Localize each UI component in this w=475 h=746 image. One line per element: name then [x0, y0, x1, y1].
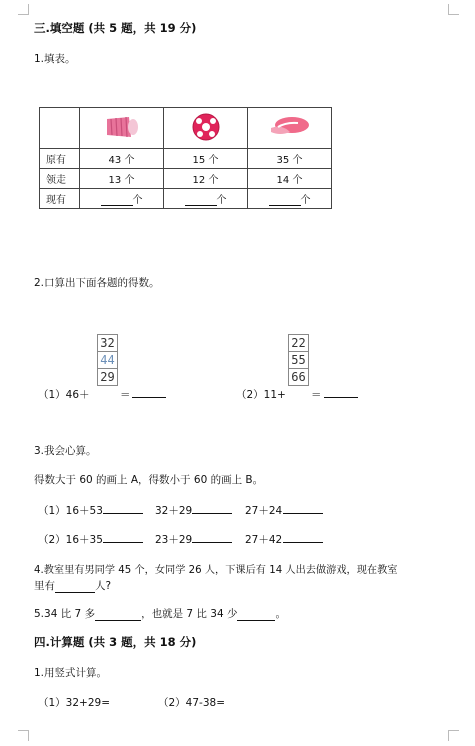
corner-mark — [448, 730, 459, 741]
q5-text: 。 — [275, 608, 286, 620]
calc-expression: （2）16＋35 — [38, 534, 103, 546]
answer-blank[interactable] — [132, 386, 166, 398]
corner-mark — [18, 730, 29, 741]
q4-text-line1: 4.教室里有男同学 45 个，女同学 26 人，下课后有 14 人出去做游戏，现在教室 — [34, 565, 398, 576]
answer-cell[interactable] — [164, 189, 248, 209]
answer-cell[interactable] — [80, 189, 164, 209]
unit-label: 个 — [132, 195, 143, 206]
answer-blank[interactable] — [95, 609, 141, 621]
answer-blank[interactable] — [192, 502, 232, 514]
option-value: 22 — [289, 335, 308, 352]
fill-table — [39, 107, 332, 209]
calc-item: （2）47-38= — [158, 697, 225, 709]
table-cell: 35 个 — [248, 149, 332, 169]
q2-title: 2.口算出下面各题的得数。 — [34, 277, 160, 289]
row-label: 原有 — [40, 149, 80, 169]
answer-blank[interactable] — [55, 581, 95, 593]
option-stack — [288, 334, 309, 386]
table-corner-cell — [40, 108, 80, 149]
calc-item: （1）32+29= — [38, 697, 110, 709]
equals-sign: ＝ — [120, 389, 131, 401]
q2-item1-prefix: （1）46＋ — [38, 389, 90, 401]
calc-expression: （1）16＋53 — [38, 505, 103, 517]
q4-text-line2 — [34, 578, 111, 593]
q3-title: 3.我会心算。 — [34, 445, 97, 457]
calc-expression: 27＋42 — [245, 534, 283, 546]
table-cell: 12 个 — [164, 169, 248, 189]
q2-item2-prefix: （2）11+ — [236, 389, 286, 401]
table-cell: 14 个 — [248, 169, 332, 189]
equals-sign: ＝ — [311, 389, 322, 401]
table-icon-cell — [80, 108, 164, 149]
answer-cell[interactable] — [248, 189, 332, 209]
option-value: 32 — [98, 335, 117, 352]
calc-expression: 23＋29 — [155, 534, 193, 546]
option-value: 66 — [291, 370, 306, 384]
soccer-ball-icon — [191, 112, 221, 142]
option-value: 29 — [100, 370, 115, 384]
table-cell: 15 个 — [164, 149, 248, 169]
table-cell: 13 个 — [80, 169, 164, 189]
corner-mark — [18, 4, 29, 15]
row-label: 现有 — [40, 189, 80, 209]
answer-blank[interactable] — [103, 502, 143, 514]
section4-heading: 四.计算题 (共 3 题，共 18 分) — [34, 635, 197, 649]
q1-title: 1.填表。 — [34, 53, 76, 65]
q5-text: ，也就是 7 比 34 少 — [141, 608, 238, 620]
answer-blank[interactable] — [283, 502, 323, 514]
q3-instruction: 得数大于 60 的画上 A，得数小于 60 的画上 B。 — [34, 474, 264, 486]
q4-text: 里有 — [34, 580, 55, 592]
corner-mark — [448, 4, 459, 15]
answer-blank[interactable] — [237, 609, 275, 621]
answer-blank[interactable] — [324, 386, 358, 398]
table-icon-cell — [248, 108, 332, 149]
option-value: 44 — [98, 352, 117, 369]
q5-text: 5.34 比 7 多 — [34, 608, 96, 620]
s4-q1-title: 1.用竖式计算。 — [34, 667, 108, 679]
row-label: 领走 — [40, 169, 80, 189]
table-icon-cell — [164, 108, 248, 149]
unit-label: 个 — [216, 195, 227, 206]
hat-icon — [268, 114, 312, 140]
unit-label: 个 — [300, 195, 311, 206]
option-value: 55 — [289, 352, 308, 369]
answer-blank[interactable] — [192, 531, 232, 543]
option-stack — [97, 334, 118, 386]
calc-expression: 27＋24 — [245, 505, 283, 517]
q4-text: 人? — [95, 580, 112, 592]
answer-blank[interactable] — [103, 531, 143, 543]
q5-line — [34, 606, 286, 621]
shuttlecock-icon — [103, 113, 141, 141]
calc-expression: 32＋29 — [155, 505, 193, 517]
answer-blank[interactable] — [283, 531, 323, 543]
section3-heading: 三.填空题 (共 5 题，共 19 分) — [34, 21, 197, 35]
table-cell: 43 个 — [80, 149, 164, 169]
